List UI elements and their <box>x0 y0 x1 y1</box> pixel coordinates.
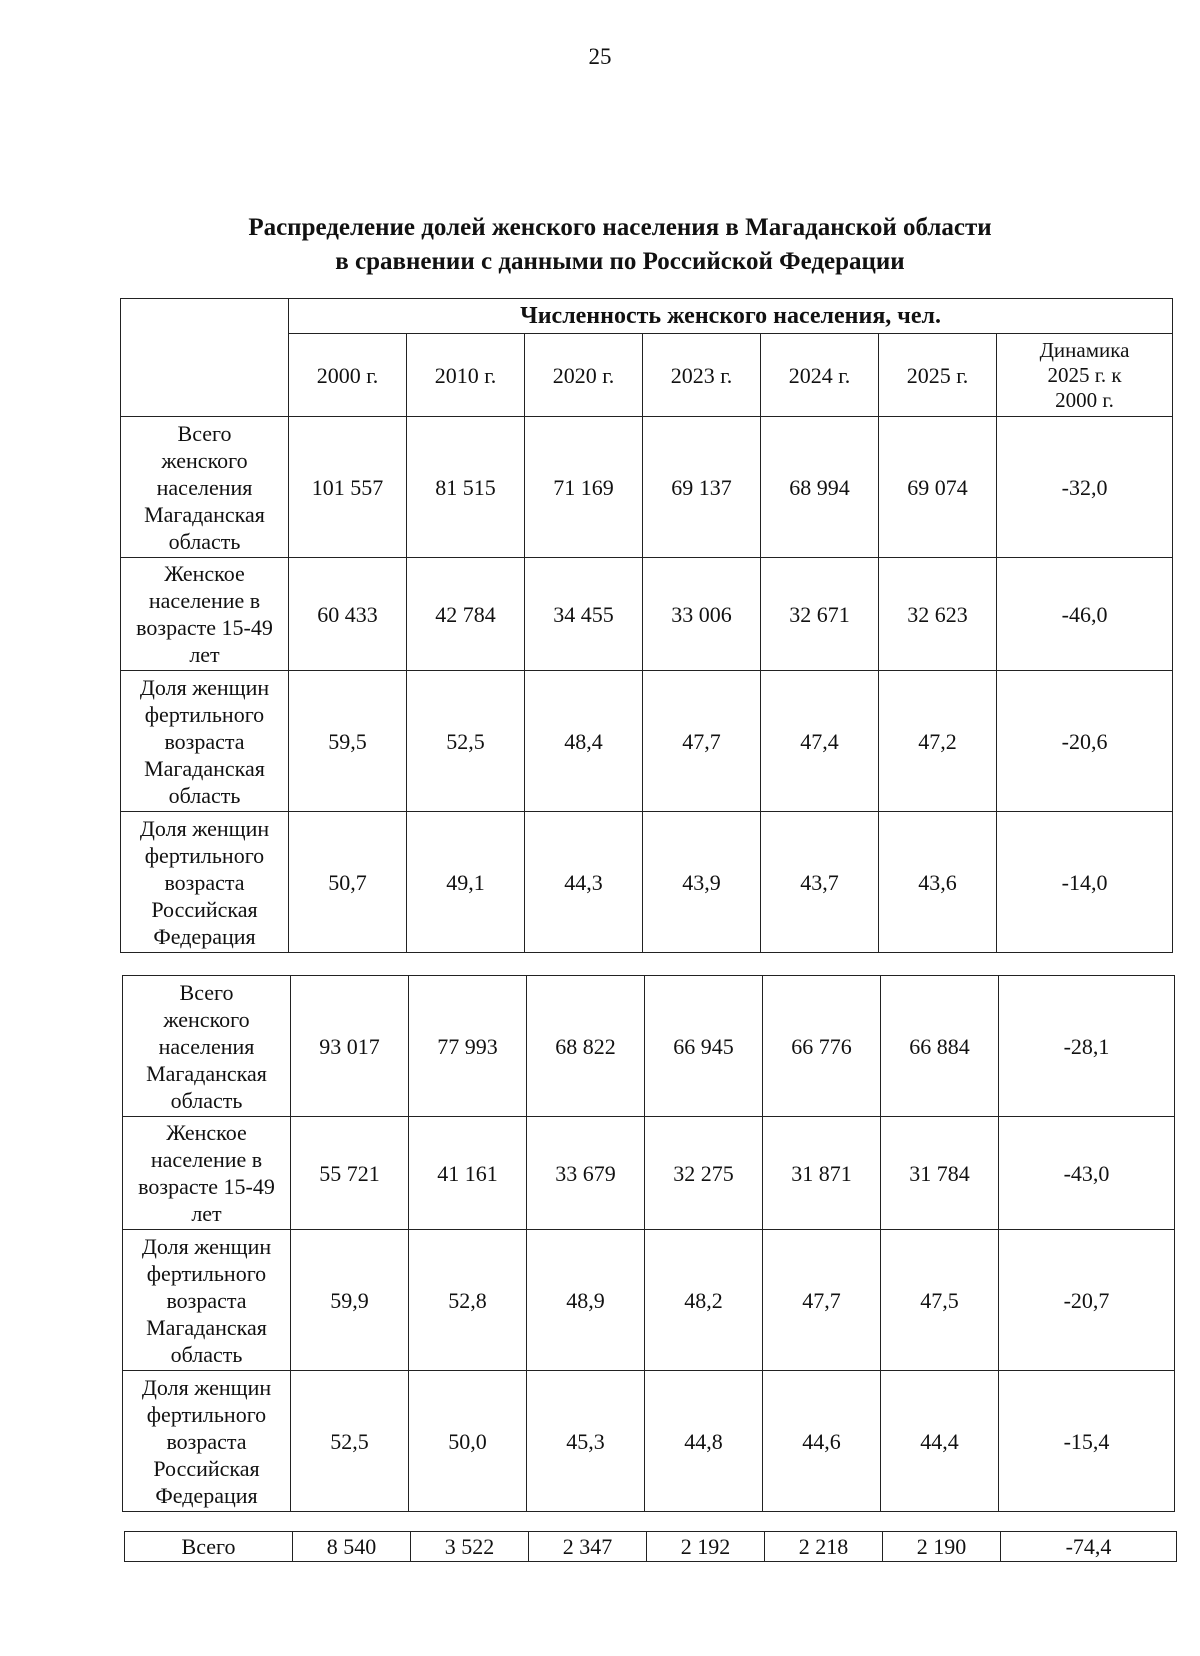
dynamics-cell: -43,0 <box>999 1117 1175 1230</box>
value-cell: 52,5 <box>407 671 525 812</box>
value-cell: 42 784 <box>407 558 525 671</box>
table-row <box>121 812 1173 953</box>
value-cell: 93 017 <box>291 976 409 1117</box>
header-year: 2024 г. <box>761 334 879 417</box>
table-section-1 <box>120 298 1173 953</box>
header-year: 2025 г. <box>879 334 997 417</box>
header-year: 2000 г. <box>289 334 407 417</box>
value-cell: 69 137 <box>643 417 761 558</box>
value-cell: 47,4 <box>761 671 879 812</box>
value-cell: 101 557 <box>289 417 407 558</box>
header-dynamics: Динамика 2025 г. к 2000 г. <box>997 334 1173 417</box>
value-cell: 81 515 <box>407 417 525 558</box>
value-cell: 2 218 <box>765 1532 883 1562</box>
dynamics-cell: -46,0 <box>997 558 1173 671</box>
table-section-2 <box>122 975 1175 1512</box>
header-year: 2010 г. <box>407 334 525 417</box>
value-cell: 32 623 <box>879 558 997 671</box>
row-label: Доля женщин фертильного возраста Магаданская область <box>123 1230 291 1371</box>
value-cell: 3 522 <box>411 1532 529 1562</box>
value-cell: 59,5 <box>289 671 407 812</box>
table-row <box>123 976 1175 1117</box>
table-row <box>121 417 1173 558</box>
value-cell: 77 993 <box>409 976 527 1117</box>
value-cell: 49,1 <box>407 812 525 953</box>
value-cell: 47,7 <box>763 1230 881 1371</box>
value-cell: 31 871 <box>763 1117 881 1230</box>
value-cell: 44,4 <box>881 1371 999 1512</box>
value-cell: 59,9 <box>291 1230 409 1371</box>
document-title <box>120 211 1120 279</box>
value-cell: 52,5 <box>291 1371 409 1512</box>
value-cell: 69 074 <box>879 417 997 558</box>
dynamics-cell: -20,7 <box>999 1230 1175 1371</box>
row-label: Всего <box>125 1532 293 1562</box>
value-cell: 2 190 <box>883 1532 1001 1562</box>
header-year: 2020 г. <box>525 334 643 417</box>
row-label: Женское население в возрасте 15-49 лет <box>123 1117 291 1230</box>
value-cell: 44,6 <box>763 1371 881 1512</box>
value-cell: 48,9 <box>527 1230 645 1371</box>
value-cell: 32 275 <box>645 1117 763 1230</box>
value-cell: 44,3 <box>525 812 643 953</box>
page-number: 25 <box>588 44 612 69</box>
title-line-2: в сравнении с данными по Российской Федерации <box>335 248 905 275</box>
row-label: Доля женщин фертильного возраста Магаданская область <box>121 671 289 812</box>
value-cell: 60 433 <box>289 558 407 671</box>
value-cell: 48,2 <box>645 1230 763 1371</box>
value-cell: 68 994 <box>761 417 879 558</box>
value-cell: 43,9 <box>643 812 761 953</box>
table-row <box>123 1371 1175 1512</box>
value-cell: 71 169 <box>525 417 643 558</box>
row-label: Доля женщин фертильного возраста Российская Федерация <box>121 812 289 953</box>
value-cell: 66 945 <box>645 976 763 1117</box>
value-cell: 33 679 <box>527 1117 645 1230</box>
value-cell: 68 822 <box>527 976 645 1117</box>
value-cell: 66 884 <box>881 976 999 1117</box>
value-cell: 44,8 <box>645 1371 763 1512</box>
dynamics-cell: -32,0 <box>997 417 1173 558</box>
dynamics-cell: -74,4 <box>1001 1532 1177 1562</box>
value-cell: 47,7 <box>643 671 761 812</box>
header-empty-cell <box>121 299 289 417</box>
value-cell: 45,3 <box>527 1371 645 1512</box>
value-cell: 55 721 <box>291 1117 409 1230</box>
value-cell: 41 161 <box>409 1117 527 1230</box>
dynamics-cell: -20,6 <box>997 671 1173 812</box>
table-row <box>123 1117 1175 1230</box>
dynamics-cell: -15,4 <box>999 1371 1175 1512</box>
value-cell: 43,7 <box>761 812 879 953</box>
row-label: Женское население в возрасте 15-49 лет <box>121 558 289 671</box>
value-cell: 34 455 <box>525 558 643 671</box>
value-cell: 33 006 <box>643 558 761 671</box>
value-cell: 2 347 <box>529 1532 647 1562</box>
dynamics-cell: -28,1 <box>999 976 1175 1117</box>
value-cell: 47,5 <box>881 1230 999 1371</box>
value-cell: 2 192 <box>647 1532 765 1562</box>
table-row <box>121 671 1173 812</box>
dynamics-cell: -14,0 <box>997 812 1173 953</box>
value-cell: 66 776 <box>763 976 881 1117</box>
table-row <box>123 1230 1175 1371</box>
value-cell: 50,7 <box>289 812 407 953</box>
table-section-3 <box>124 1531 1177 1562</box>
value-cell: 48,4 <box>525 671 643 812</box>
value-cell: 43,6 <box>879 812 997 953</box>
row-label: Всего женского населения Магаданская область <box>123 976 291 1117</box>
title-line-1: Распределение долей женского населения в Магаданской области <box>248 214 992 241</box>
value-cell: 50,0 <box>409 1371 527 1512</box>
value-cell: 31 784 <box>881 1117 999 1230</box>
value-cell: 32 671 <box>761 558 879 671</box>
header-year: 2023 г. <box>643 334 761 417</box>
value-cell: 47,2 <box>879 671 997 812</box>
value-cell: 8 540 <box>293 1532 411 1562</box>
value-cell: 52,8 <box>409 1230 527 1371</box>
row-label: Всего женского населения Магаданская область <box>121 417 289 558</box>
table-row <box>125 1532 1177 1562</box>
row-label: Доля женщин фертильного возраста Российская Федерация <box>123 1371 291 1512</box>
header-main: Численность женского населения, чел. <box>289 299 1173 334</box>
table-row <box>121 558 1173 671</box>
